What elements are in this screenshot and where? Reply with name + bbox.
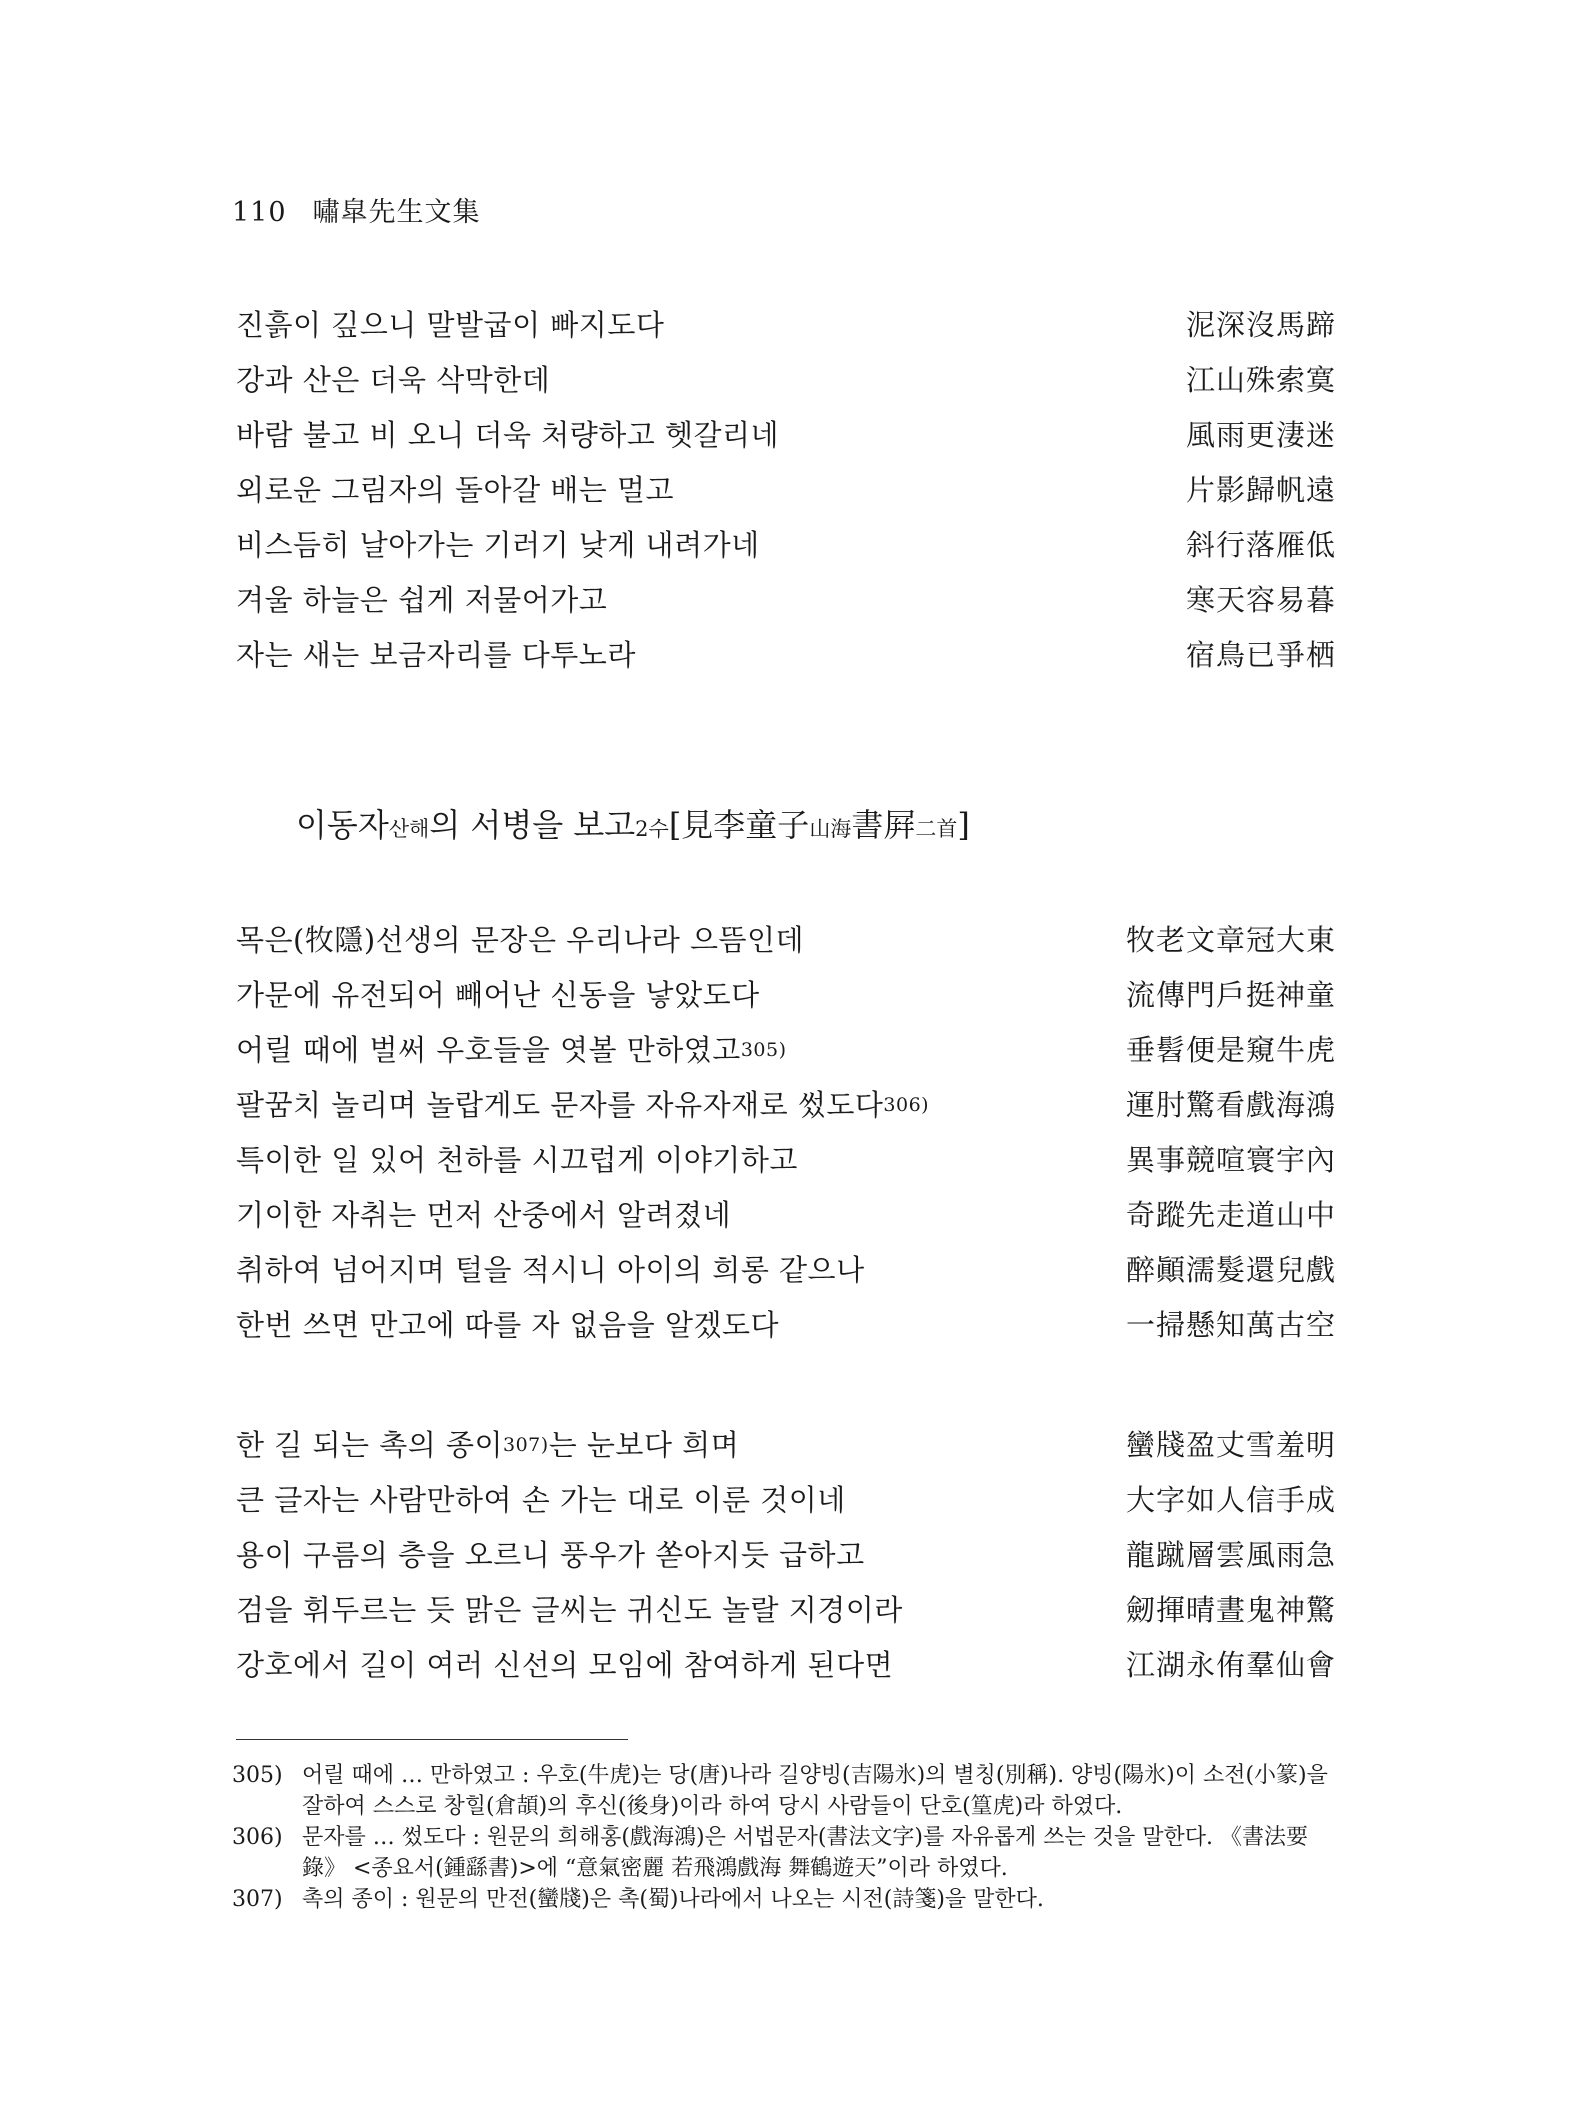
poem-line	[236, 353, 1336, 408]
original-verse: 一掃懸知萬古空	[1125, 1308, 1336, 1342]
original-verse: 異事競喧寰宇內	[1125, 1143, 1336, 1177]
korean-translation: 한 길 되는 촉의 종이$^{307)}$는 눈보다 희며	[236, 1428, 740, 1462]
footnote-ref: 305)	[740, 1039, 787, 1061]
korean-translation: 강과 산은 더욱 삭막한데	[236, 363, 551, 397]
korean-translation: 가문에 유전되어 빼어난 신동을 낳았도다	[236, 978, 760, 1012]
poem-line	[236, 1418, 1336, 1473]
original-verse: 蠻牋盈丈雪羞明	[1125, 1428, 1336, 1462]
title-chinese-open: [見李童子	[668, 806, 810, 844]
poem-1	[236, 298, 1336, 683]
footnote-separator	[236, 1739, 628, 1740]
original-verse: 風雨更淒迷	[1185, 418, 1336, 452]
poem-line	[236, 1243, 1336, 1298]
original-verse: 流傳門戶挺神童	[1125, 978, 1336, 1012]
poem-line	[236, 298, 1336, 353]
original-verse: 片影歸帆遠	[1185, 473, 1336, 507]
original-verse: 江湖永侑羣仙會	[1125, 1648, 1336, 1682]
title-chinese-count: 二首	[915, 817, 958, 841]
poem-line	[236, 1638, 1336, 1693]
poem-line	[236, 913, 1336, 968]
poem-line	[236, 1133, 1336, 1188]
title-korean-rest: 의 서병을 보고	[429, 806, 636, 844]
running-header	[232, 190, 481, 229]
footnote-number: 306)	[232, 1825, 283, 1850]
korean-translation: 한번 쓰면 만고에 따를 자 없음을 알겠도다	[236, 1308, 780, 1342]
original-verse: 奇蹤先走道山中	[1125, 1198, 1336, 1232]
korean-translation: 비스듬히 날아가는 기러기 낮게 내려가네	[236, 528, 760, 562]
footnote-text: 문자를 … 썼도다 : 원문의 희해홍(戲海鴻)은 서법문자(書法文字)를 자유롭게 쓰는 것을 말한다. 《書法要錄》 <종요서(鍾繇書)>에 “意氣密麗 若飛鴻戲海 舞鶴遊天”이라 하였다.	[302, 1825, 1308, 1881]
footnote-text: 촉의 종이 : 원문의 만전(蠻牋)은 촉(蜀)나라에서 나오는 시전(詩箋)을 말한다.	[302, 1887, 1044, 1912]
original-verse: 寒天容易暮	[1185, 583, 1336, 617]
korean-translation: 외로운 그림자의 돌아갈 배는 멀고	[236, 473, 675, 507]
poem-line	[236, 968, 1336, 1023]
footnote-number: 307)	[232, 1887, 283, 1912]
title-korean-small: 산해	[388, 817, 430, 841]
korean-translation: 자는 새는 보금자리를 다투노라	[236, 638, 636, 672]
original-verse: 龍蹴層雲風雨急	[1125, 1538, 1336, 1572]
footnote-text: 어릴 때에 … 만하였고 : 우호(牛虎)는 당(唐)나라 길양빙(吉陽氷)의 별칭(別稱). 양빙(陽氷)이 소전(小篆)을 잘하여 스스로 창힐(倉頡)의 후신(後身)이라 하여 당시 사람들이 단호(篁虎)라 하였다.	[302, 1763, 1328, 1819]
footnotes	[232, 1760, 1342, 1915]
book-title: 嘯皐先生文集	[312, 197, 481, 228]
korean-translation: 목은(牧隱)선생의 문장은 우리나라 으뜸인데	[236, 923, 805, 957]
korean-translation: 검을 휘두르는 듯 맑은 글씨는 귀신도 놀랄 지경이라	[236, 1593, 903, 1627]
original-verse: 泥深沒馬蹄	[1185, 308, 1336, 342]
poem-line	[236, 628, 1336, 683]
page-number: 110	[232, 197, 287, 228]
footnote	[232, 1884, 1342, 1915]
footnote-ref: 306)	[883, 1094, 930, 1116]
korean-translation: 진흙이 깊으니 말발굽이 빠지도다	[236, 308, 665, 342]
korean-translation: 기이한 자취는 먼저 산중에서 알려졌네	[236, 1198, 732, 1232]
original-verse: 垂髫便是窺牛虎	[1125, 1033, 1336, 1067]
poem-title	[296, 800, 970, 846]
original-verse: 運肘驚看戲海鴻	[1125, 1088, 1336, 1122]
korean-translation: 바람 불고 비 오니 더욱 처량하고 헷갈리네	[236, 418, 780, 452]
poem-2-stanza-2	[236, 1418, 1336, 1693]
title-chinese-mid: 書屛	[851, 806, 916, 844]
title-chinese-close: ]	[957, 806, 970, 844]
original-verse: 斜行落雁低	[1185, 528, 1336, 562]
poem-line	[236, 1473, 1336, 1528]
poem-line	[236, 1078, 1336, 1133]
poem-2-stanza-1	[236, 913, 1336, 1353]
poem-line	[236, 408, 1336, 463]
original-verse: 醉顚濡髮還兒戲	[1125, 1253, 1336, 1287]
korean-translation: 특이한 일 있어 천하를 시끄럽게 이야기하고	[236, 1143, 798, 1177]
korean-translation: 용이 구름의 층을 오르니 풍우가 쏟아지듯 급하고	[236, 1538, 865, 1572]
korean-translation: 취하여 넘어지며 털을 적시니 아이의 희롱 같으나	[236, 1253, 865, 1287]
korean-translation: 겨울 하늘은 쉽게 저물어가고	[236, 583, 608, 617]
poem-line	[236, 518, 1336, 573]
footnote-ref: 307)	[503, 1434, 549, 1456]
original-verse: 牧老文章冠大東	[1125, 923, 1336, 957]
poem-line	[236, 463, 1336, 518]
footnote-number: 305)	[232, 1763, 283, 1788]
original-verse: 劒揮晴晝鬼神驚	[1125, 1593, 1336, 1627]
poem-line	[236, 1528, 1336, 1583]
poem-line	[236, 1298, 1336, 1353]
korean-translation: 어릴 때에 벌써 우호들을 엿볼 만하였고$^{305)}$	[236, 1033, 787, 1067]
original-verse: 江山殊索寞	[1185, 363, 1336, 397]
korean-translation: 강호에서 길이 여러 신선의 모임에 참여하게 된다면	[236, 1648, 894, 1682]
original-verse: 大字如人信手成	[1125, 1483, 1336, 1517]
footnote	[232, 1822, 1342, 1884]
poem-line	[236, 573, 1336, 628]
footnote	[232, 1760, 1342, 1822]
poem-line	[236, 1023, 1336, 1078]
korean-translation: 팔꿈치 놀리며 놀랍게도 문자를 자유자재로 썼도다$^{306)}$	[236, 1088, 930, 1122]
poem-line	[236, 1188, 1336, 1243]
poem-line	[236, 1583, 1336, 1638]
korean-translation: 큰 글자는 사람만하여 손 가는 대로 이룬 것이네	[236, 1483, 846, 1517]
title-korean: 이동자	[296, 806, 389, 844]
original-verse: 宿鳥已爭栖	[1185, 638, 1336, 672]
title-count: 2수	[635, 817, 669, 841]
title-chinese-small: 山海	[809, 817, 852, 841]
